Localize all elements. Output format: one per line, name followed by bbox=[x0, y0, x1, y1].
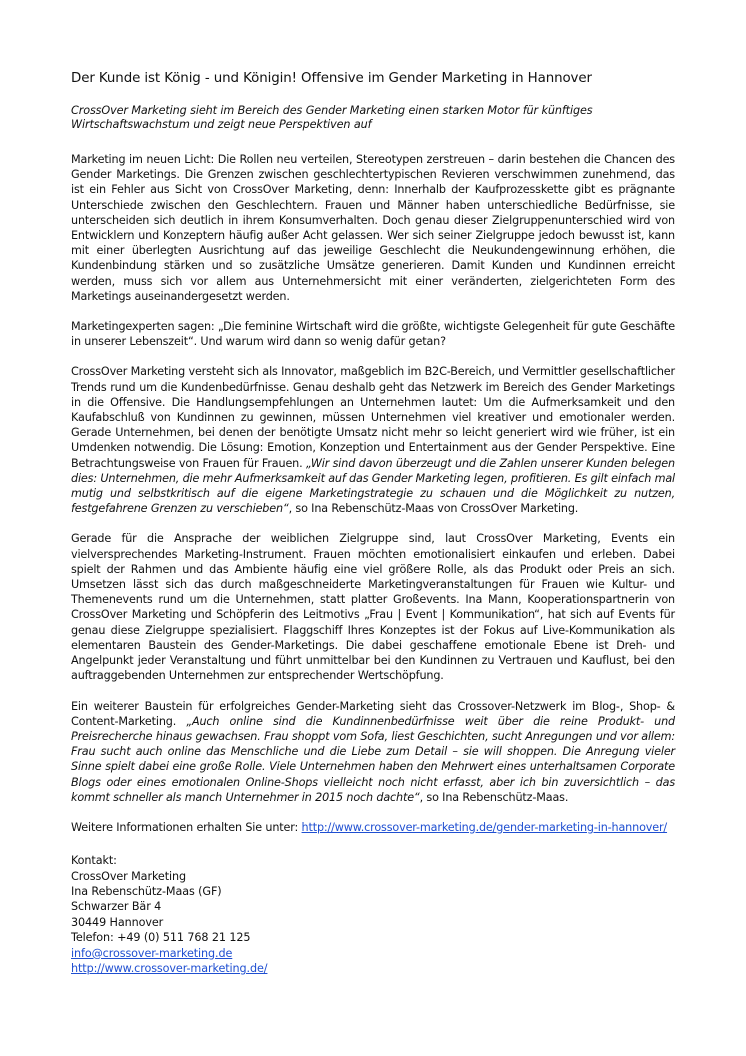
paragraph-experts: Marketingexperten sagen: „Die feminine Wirtschaft wird die größte, wichtigste Gelegenheit für gute Geschäfte in unserer Lebenszeit“. Und warum wird dann so wenig dafür getan? bbox=[71, 320, 675, 349]
contact-block bbox=[71, 853, 675, 976]
quote-rebenschuetz-2: „Auch online sind die Kundinnenbedürfnisse weit über die reine Produkt- und Preisrecherche hinaus gewachsen. Frau shoppt vom Sofa, liest Geschichten, sucht Anregungen und vor allem: Frau sucht auch online das Menschliche und die Liebe zum Detail – sie will shoppen. Die Anregung vieler Sinne spielt dabei eine große Rolle. Viele Unternehmen haben den Mehrwert eines unterhaltsamen Corporate Blogs oder eines emotionalen Online-Shops vielleicht noch nicht erfasst, aber ich bin zuversichtlich – das kommt schneller als manch Unternehmer in 2015 noch dachte“ bbox=[71, 714, 675, 804]
paragraph-intro: Marketing im neuen Licht: Die Rollen neu verteilen, Stereotypen zerstreuen – darin bestehen die Chancen des Gender Marketings. Die Grenzen zwischen geschlechtertypischen Revieren verschwimmen zunehmend, das ist ein Fehler aus Sicht von CrossOver Marketing, denn: Innerhalb der Kaufprozesskette gibt es prägnante Unterschiede zwischen den Geschlechtern. Frauen und Männer haben unterschiedliche Bedürfnisse, sie unterscheiden sich deutlich in ihrem Konsumverhalten. Doch genau dieser Zielgruppenunterschied wird von Entwicklern und Konzeptern häufig außer Acht gelassen. Wer sich seiner Zielgruppe jedoch bewusst ist, kann mit einer überlegten Ausrichtung auf das jeweilige Geschlecht die Neukundengewinnung erhöhen, die Kundenbindung stärken und so zusätzliche Umsätze generieren. Damit Kunden und Kundinnen erreicht werden, muss sich vor allem aus Unternehmersicht mit einer veränderten, zielgerichteten Form des Marketings auseinandergesetzt werden. bbox=[71, 153, 675, 303]
paragraph-online bbox=[71, 699, 675, 805]
contact-street: Schwarzer Bär 4 bbox=[71, 900, 162, 914]
contact-company: CrossOver Marketing bbox=[71, 869, 186, 883]
contact-phone: Telefon: +49 (0) 511 768 21 125 bbox=[71, 931, 251, 945]
page-title: Der Kunde ist König - und Königin! Offensive im Gender Marketing in Hannover bbox=[71, 71, 592, 86]
more-info-text: Weitere Informationen erhalten Sie unter: bbox=[71, 820, 302, 834]
paragraph-online-text: Ein weiterer Baustein für erfolgreiches Gender-Marketing sieht das Crossover-Netzwerk im Blog-, Shop- & Content-Marketing. bbox=[71, 699, 675, 728]
contact-website-link[interactable]: http://www.crossover-marketing.de/ bbox=[71, 961, 268, 975]
more-info bbox=[71, 820, 675, 835]
contact-city: 30449 Hannover bbox=[71, 915, 164, 929]
gender-marketing-link[interactable]: http://www.crossover-marketing.de/gender-marketing-in-hannover/ bbox=[301, 820, 668, 834]
page-subtitle: CrossOver Marketing sieht im Bereich des Gender Marketing einen starken Motor für künftiges Wirtschaftswachstum und zeigt neue Perspektiven auf bbox=[71, 104, 593, 131]
paragraph-crossover bbox=[71, 364, 675, 516]
paragraph-events: Gerade für die Ansprache der weiblichen Zielgruppe sind, laut CrossOver Marketing, Events ein vielversprechendes Marketing-Instrument. Frauen möchten emotionalisiert einkaufen und erleben. Dabei spielt der Rahmen und das Ambiente häufig eine viel größere Rolle, als das Produkt oder Preis an sich. Umsetzen lässt sich das durch maßgeschneiderte Marketingveranstaltungen für Frauen wie Kultur- und Themenevents rund um die Unternehmen, statt platter Großevents. Ina Mann, Kooperationspartnerin von CrossOver Marketing und Schöpferin des Leitmotivs „Frau | Event | Kommunikation“, hat sich auf Events für genau diese Zielgruppe spezialisiert. Flaggschiff Ihres Konzeptes ist der Fokus auf Live-Kommunikation als elementaren Baustein des Gender-Marketings. Die dabei geschaffene emotionale Ebene ist Dreh- und Angelpunkt jeder Veranstaltung und führt unmittelbar bei den Kundinnen zu Vertrauen und Kauflust, bei den auftraggebenden Unternehmen zur entsprechender Wertschöpfung. bbox=[71, 532, 675, 683]
contact-email-link[interactable]: info@crossover-marketing.de bbox=[71, 946, 233, 960]
paragraph-crossover-text: CrossOver Marketing versteht sich als Innovator, maßgeblich im B2C-Bereich, und Vermittler gesellschaftlicher Trends rund um die Kundenbedürfnisse. Genau deshalb geht das Netzwerk im Bereich des Gender Marketings in die Offensive. Die Handlungsempfehlungen an Unternehmen lautet: Um die Aufmerksamkeit und den Kaufabschluß von Kundinnen zu gewinnen, müssen Unternehmen viel kreativer und emotionaler werden. Gerade Unternehmen, bei denen der benötigte Umsatz nicht mehr so leicht generiert wird wie früher, ist ein Umdenken notwendig. Die Lösung: Emotion, Konzeption und Entertainment aus der Gender Perspektive. Eine Betrachtungsweise von Frauen für Frauen. bbox=[71, 365, 675, 470]
contact-heading: Kontakt: bbox=[71, 854, 117, 868]
paragraph-crossover-attribution: , so Ina Rebenschütz-Maas von CrossOver Marketing. bbox=[288, 502, 579, 516]
paragraph-online-attribution: , so Ina Rebenschütz-Maas. bbox=[419, 790, 569, 804]
quote-rebenschuetz-1: „Wir sind davon überzeugt und die Zahlen unserer Kunden belegen dies: Unternehmen, die mehr Aufmerksamkeit auf das Gender Marketing legen, profitieren. Es gilt einfach mal mutig und selbstkritisch auf die eigene Marketingstrategie zu schauen und die Möglichkeit zu nutzen, festgefahrene Grenzen zu verschieben“ bbox=[71, 456, 675, 516]
contact-person: Ina Rebenschütz-Maas (GF) bbox=[71, 884, 222, 898]
press-release-page bbox=[71, 70, 675, 976]
